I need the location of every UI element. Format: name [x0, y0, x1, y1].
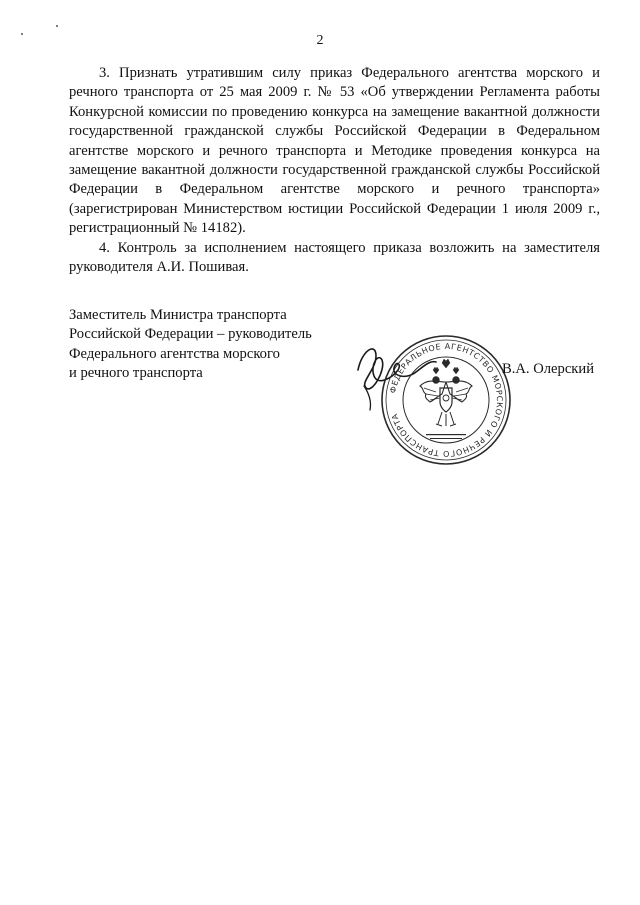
signatory-line: Заместитель Министра транспорта	[69, 307, 287, 323]
signer-name: В.А. Олерский	[502, 361, 595, 377]
signatory-title	[69, 306, 312, 384]
page-number: 2	[316, 33, 324, 48]
seal-and-signature	[346, 330, 516, 470]
official-seal	[382, 336, 510, 464]
coat-of-arms-icon	[420, 359, 472, 426]
signatory-line: и речного транспорта	[69, 365, 203, 382]
signatory-line: Российской Федерации – руководитель	[69, 326, 312, 343]
document-body	[69, 64, 600, 277]
signatory-line: Федерального агентства морского	[69, 345, 280, 362]
paragraph-item-4: 4. Контроль за исполнением настоящего приказа возложить на заместителя руководителя А.И. Пошивая.	[69, 239, 600, 276]
svg-text:ФЕДЕРАЛЬНОЕ АГЕНТСТВО МОРСКОГО: ФЕДЕРАЛЬНОЕ АГЕНТСТВО МОРСКОГО И РЕЧНОГО ТРАНСПОРТА	[388, 341, 505, 459]
paragraph-item-3: 3. Признать утратившим силу приказ Федерального агентства морского и речного транспорта от 25 мая 2009 г. № 53 «Об утверждении Регламента работы Конкурсной комиссии по проведению конкурса на замещение вакантной должности государственной гражданской службы Российской Федерации в Федеральном агентстве морского и речного транспорта и Методике проведения конкурса на замещение вакантной должности государственной гражданской службы Российской Федерации в Федеральном агентстве морского и речного транспорта» (зарегистрирован Министерством юстиции Российской Федерации 1 июля 2009 г., регистрационный № 14182).	[69, 65, 600, 237]
